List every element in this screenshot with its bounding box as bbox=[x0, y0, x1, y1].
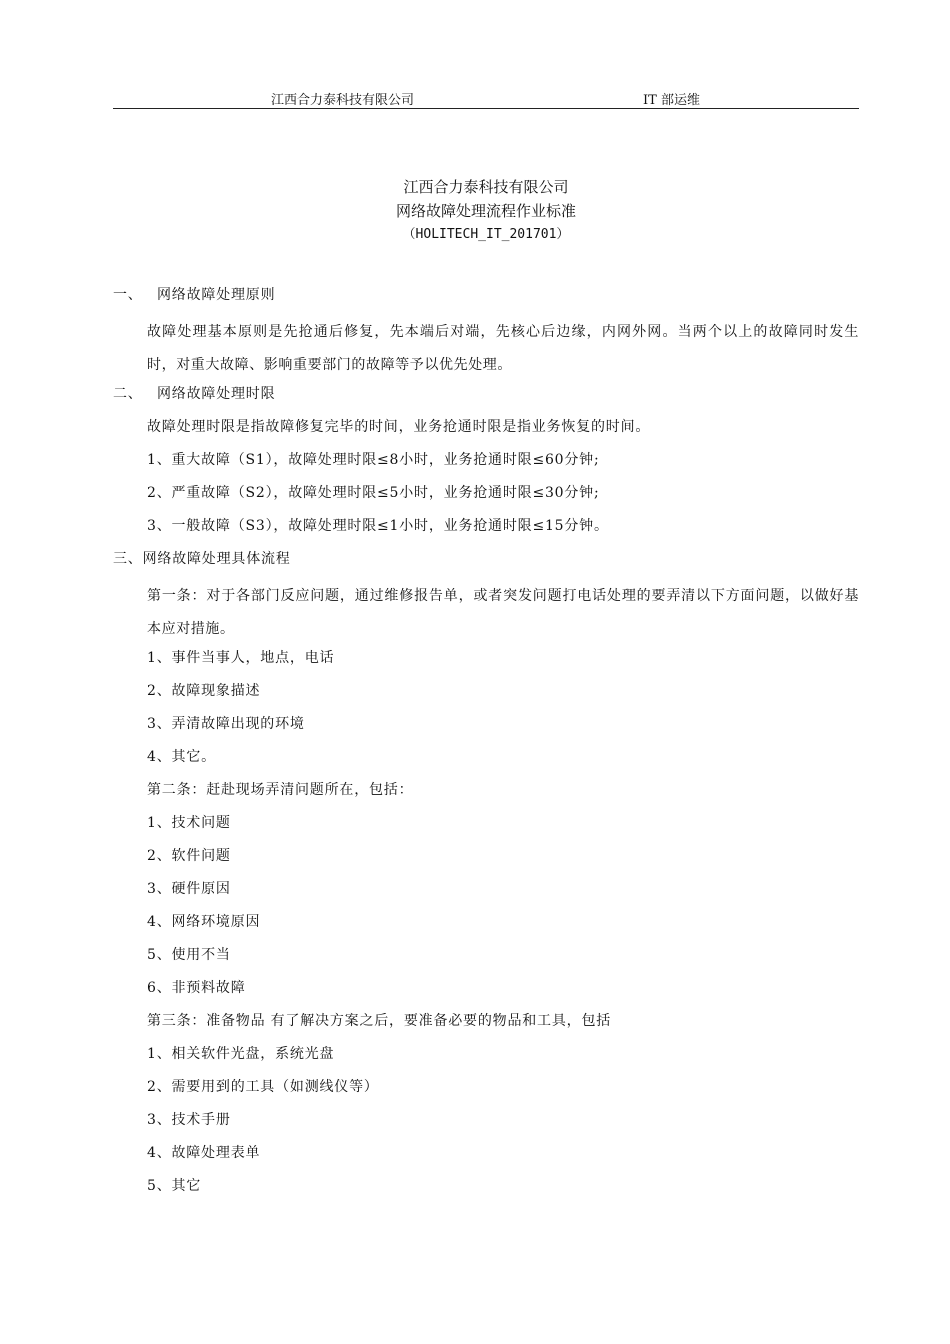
list-item: 1、重大故障（S1），故障处理时限≤8小时，业务抢通时限≤60分钟; bbox=[147, 452, 600, 468]
list-item: 5、其它 bbox=[147, 1178, 202, 1194]
title-code: （HOLITECH_IT_201701） bbox=[402, 227, 570, 242]
list-item: 2、故障现象描述 bbox=[147, 683, 261, 699]
section-3-heading: 三、网络故障处理具体流程 bbox=[113, 551, 291, 567]
section-2-number: 二、 bbox=[113, 386, 143, 402]
header-company: 江西合力泰科技有限公司 bbox=[271, 93, 415, 108]
list-item: 2、需要用到的工具（如测线仪等） bbox=[147, 1079, 379, 1095]
article-2-paragraph: 第二条：赶赴现场弄清问题所在，包括： bbox=[147, 782, 414, 798]
section-1-number: 一、 bbox=[113, 287, 143, 303]
section-1-title: 网络故障处理原则 bbox=[157, 287, 276, 303]
list-item: 3、硬件原因 bbox=[147, 881, 231, 897]
article-1-paragraph: 第一条：对于各部门反应问题，通过维修报告单，或者突发问题打电话处理的要弄清以下方面问题，以做好基本应对措施。 bbox=[147, 588, 859, 637]
list-item: 1、事件当事人，地点，电话 bbox=[147, 650, 335, 666]
section-1-heading bbox=[113, 283, 859, 316]
title-company: 江西合力泰科技有限公司 bbox=[403, 178, 569, 196]
list-item: 4、故障处理表单 bbox=[147, 1145, 261, 1161]
list-item: 5、使用不当 bbox=[147, 947, 231, 963]
list-item: 1、技术问题 bbox=[147, 815, 231, 831]
page-header bbox=[113, 88, 859, 109]
list-item: 4、其它。 bbox=[147, 749, 216, 765]
document-body bbox=[113, 283, 859, 1207]
list-item: 3、技术手册 bbox=[147, 1112, 231, 1128]
section-1-paragraph: 故障处理基本原则是先抢通后修复，先本端后对端，先核心后边缘，内网外网。当两个以上的故障同时发生时，对重大故障、影响重要部门的故障等予以优先处理。 bbox=[147, 324, 859, 373]
list-item: 3、一般故障（S3），故障处理时限≤1小时，业务抢通时限≤15分钟。 bbox=[147, 518, 609, 534]
section-2-heading bbox=[113, 382, 859, 415]
list-item: 6、非预料故障 bbox=[147, 980, 246, 996]
list-item: 1、相关软件光盘，系统光盘 bbox=[147, 1046, 335, 1062]
title-standard: 网络故障处理流程作业标准 bbox=[395, 202, 576, 220]
section-2-title: 网络故障处理时限 bbox=[157, 386, 276, 402]
header-department: IT 部运维 bbox=[643, 93, 700, 108]
list-item: 4、网络环境原因 bbox=[147, 914, 261, 930]
list-item: 2、软件问题 bbox=[147, 848, 231, 864]
article-3-paragraph: 第三条：准备物品 有了解决方案之后，要准备必要的物品和工具，包括 bbox=[147, 1013, 612, 1029]
document-title bbox=[113, 175, 859, 247]
list-item: 2、严重故障（S2），故障处理时限≤5小时，业务抢通时限≤30分钟; bbox=[147, 485, 600, 501]
section-2-paragraph: 故障处理时限是指故障修复完毕的时间，业务抢通时限是指业务恢复的时间。 bbox=[147, 419, 651, 435]
list-item: 3、弄清故障出现的环境 bbox=[147, 716, 305, 732]
